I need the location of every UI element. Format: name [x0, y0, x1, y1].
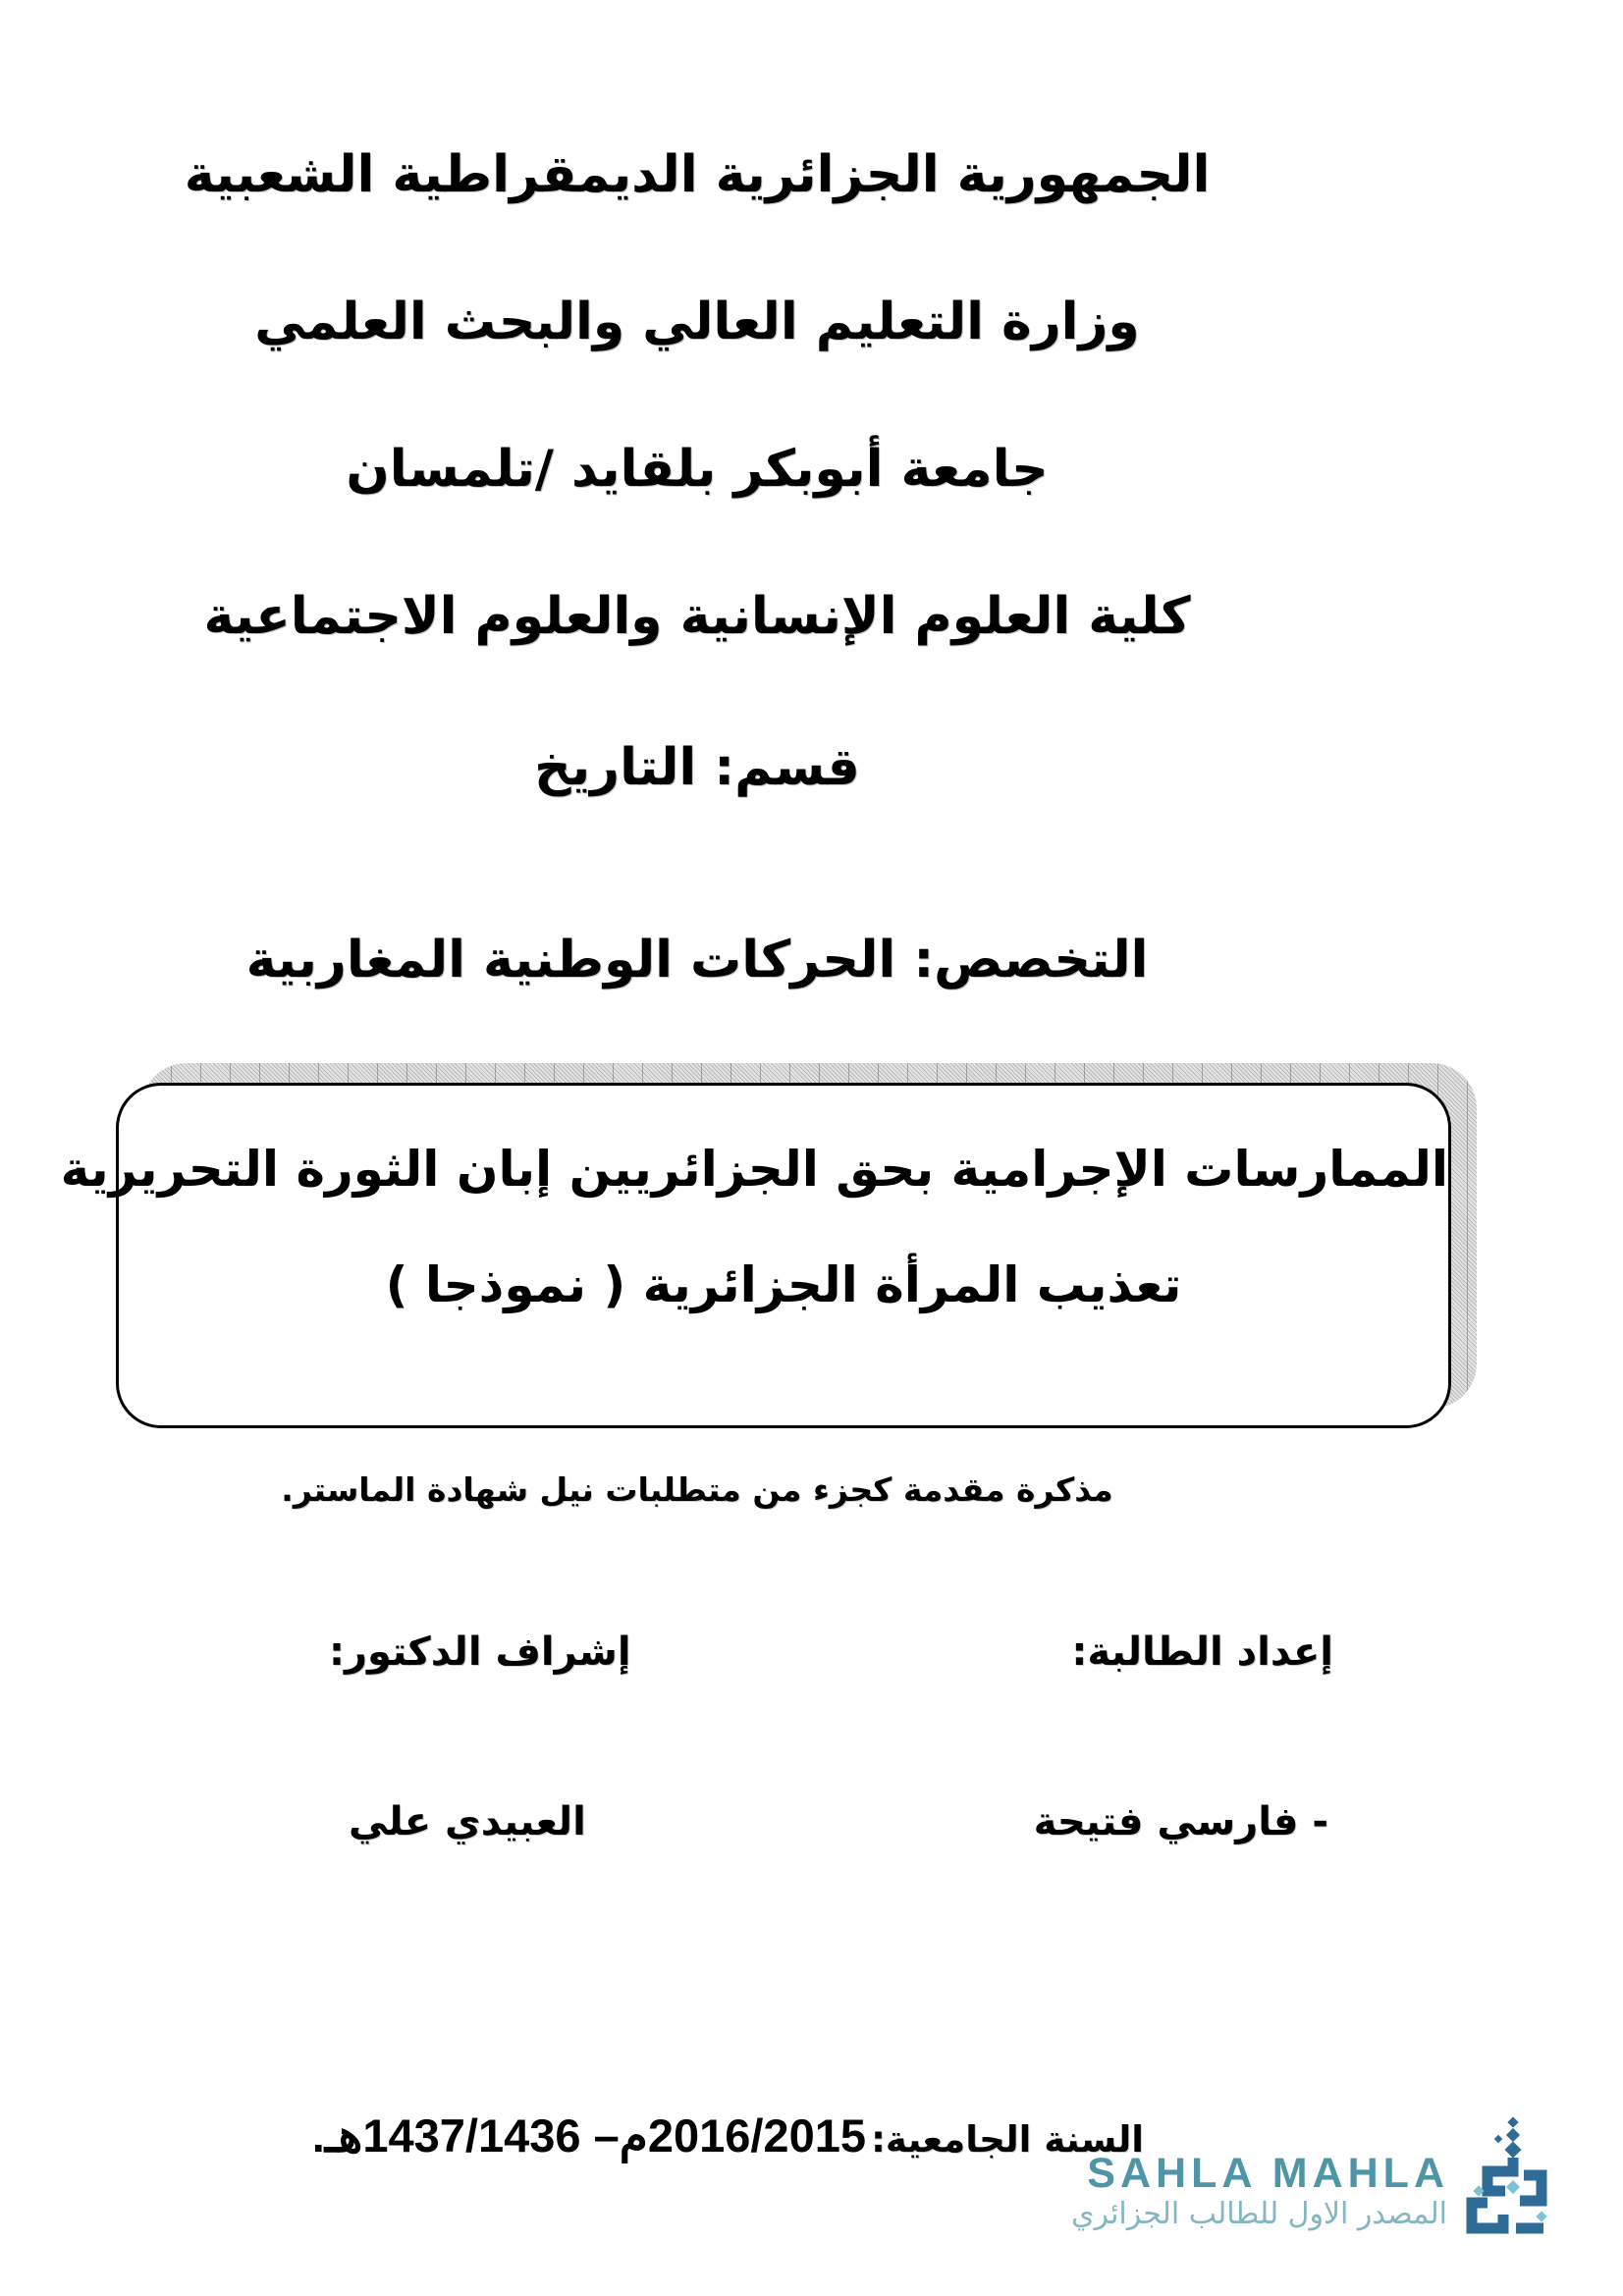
logo-tagline: المصدر الاول للطالب الجزائري	[1071, 2197, 1447, 2231]
student-name: - فارسي فتيحة	[1033, 1799, 1328, 1844]
ministry-line: وزارة التعليم العالي والبحث العلمي	[254, 293, 1140, 351]
student-label: إعداد الطالبة:	[1071, 1629, 1333, 1675]
supervisor-label: إشراف الدكتور:	[329, 1629, 631, 1675]
faculty-line: كلية العلوم الإنسانية والعلوم الاجتماعية	[203, 587, 1191, 646]
specialization-line: التخصص: الحركات الوطنية المغاربية	[245, 931, 1149, 989]
department-line: قسم: التاريخ	[534, 738, 860, 797]
republic-line: الجمهورية الجزائرية الديمقراطية الشعبية	[184, 145, 1211, 204]
logo-brand-text: SAHLA MAHLA	[1087, 2150, 1449, 2197]
sahla-mahla-logo	[1000, 2110, 1549, 2248]
thesis-title-line1: الممارسات الإجرامية بحق الجزائريين إبان الثورة التحريرية	[60, 1141, 1448, 1198]
thesis-title-box	[60, 1083, 1451, 1428]
academic-year-value: 2016/2015م– 1437/1436هـ.	[311, 2109, 866, 2162]
supervisor-name: العبيدي علي	[349, 1799, 586, 1844]
academic-year-label: السنة الجامعية:	[871, 2118, 1144, 2161]
degree-note: مذكرة مقدمة كجزء من متطلبات نيل شهادة الماستر.	[281, 1470, 1113, 1509]
thesis-title-line2: تعذيب المرأة الجزائرية ( نموذجا )	[385, 1256, 1182, 1313]
university-line: جامعة أبوبكر بلقايد /تلمسان	[346, 440, 1049, 499]
kufic-calligraphy-icon	[1459, 2116, 1549, 2238]
